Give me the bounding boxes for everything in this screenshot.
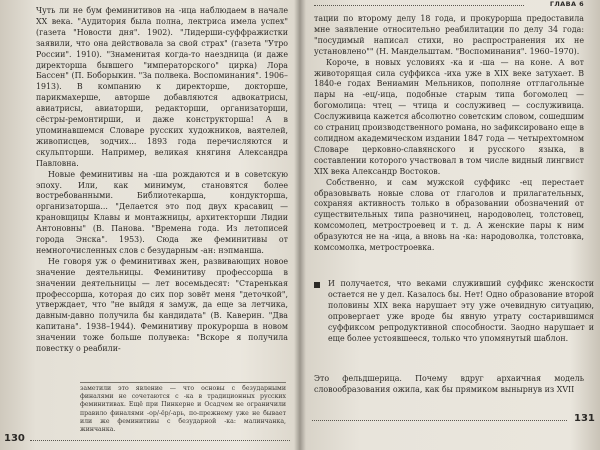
right-page <box>302 0 600 450</box>
chapter-label: ГЛАВА 6 <box>549 0 584 8</box>
paragraph: И получается, что веками служивший суффикс женскости остается не у дел. Казалось бы. Нет! Одно образование второй половины XIX века нарушает эту уже очевидную ситуацию, опровергает уже вроде бы явную утрату состарившимся суффиксом репродуктивной способности. Заодно нарушает и еще более устоявшееся, только что упомянутый шаблон. <box>328 279 594 343</box>
header-dotted-rule <box>314 5 524 6</box>
square-bullet-icon <box>314 282 320 288</box>
page-number: 131 <box>574 413 595 424</box>
paragraph: Чуть ли не бум феминитивов на -ица наблюдаем в начале XX века. "Аудитория была полна, лектриса имела успех" (газета "Новости дня". 1902). "Лидерши-суффражистки заявили, что она действовала за свой страх" (газета "Утро России". 1910). "Знаменитая когда-то наездница (и даже директорша бывшего "императорского" цирка) Лора Бассен" (П. Боборыкин. "За полвека. Воспоминания". 1906–1913). В компанию к директорше, докторше, парикмахерше, авторше добавляются адвокатрисы, авиатрисы, авиаторши, редакторши, организаторши, сёстры-ремонтирши, и даже конструкторша! А в упоминавшемся Словаре русских художников, ваятелей, живописцев, зодчих... 1893 года перечисляются и скульпторши. Например, великая княгиня Александра Павловна. <box>36 6 288 168</box>
page-number: 130 <box>4 433 25 444</box>
paragraph: Не говоря уж о феминитивах жен, развивающих новое значение деятельницы. Феминитиву профессорша в значении деятельницы — лет восемьдесят: "Старенькая профессорша, которая до сих пор зовёт меня "деточкой", утверждает, что "не выйдя я замуж, да еще за летчика, давным-давно получила бы кандидата" (В. Каверин. "Два капитана". 1938–1944). Феминитиву прокурорша в новом значении тоже больше полувека: "Вскоре я получила повестку о реабили- <box>36 256 288 354</box>
footer-dotted-rule <box>30 440 290 441</box>
running-header <box>314 0 584 12</box>
highlight-text <box>328 279 594 344</box>
left-page <box>0 0 298 450</box>
paragraph: тации по второму делу 18 года, и прокурорша предоставила мне заявление относительно реабилитации по делу 34 года: "посудимый написал стихи, но распространения их не установлено"" (Н. Мандельштам. "Воспоминания". 1960–1970). <box>314 14 584 56</box>
footnote-text: заметили это явление — что основы с безударными финалями не сочетаются с -ка в традиционных русских феминитивах. Ещё при Пинкерне и Осадчем не ограничили правило финалями -ор/-ёр/-арь, по-прежнему уже не бывает или же феминитивы с безударной -ка: малинчанка, жинчанка. <box>80 385 286 434</box>
closing-paragraph <box>314 374 584 396</box>
footnote <box>80 382 286 434</box>
right-page-text <box>314 14 584 254</box>
paragraph: Это фельдшерица. Почему вдруг архаичная модель словообразования ожила, как бы прямиком вынырнув из XVII <box>314 374 584 394</box>
footer-dotted-rule <box>312 420 567 421</box>
left-page-text <box>36 6 288 355</box>
paragraph: Новые феминитивы на -ша рождаются и в советскую эпоху. Или, как минимум, становятся более востребованными. Библиотекарша, кондукторша, организаторша... "Делается это под двух красавиц — крановщицы Клавы и монтажницы, архитекторши Лидии Антоновны" (В. Панова. "Времена года. Из летописей города Энска". 1953). Сюда же феминитивы от немногочисленных слов с безударным -ан: нэпманша. <box>36 169 288 255</box>
paragraph: Собственно, и сам мужской суффикс -ец перестает образовывать новые слова от глаголов и прилагательных, сохраняя активность только в образовании обозначений от существительных типа разночинец, народоволец, толстовец, комсомолец, метростроевец и т. д. А женские пары к ним образуются не на -ица, а вновь на -ка: народоволка, толстовка, комсомолка, метростроевка. <box>314 177 584 253</box>
paragraph: Короче, в новых условиях -ка и -ша — на коне. А вот животорящая сила суффикса -иха уже в XIX веке затухает. В 1840-е годах Вениамин Мельников, пополняе отглагольные пары на -ец/-ица, подобные старым типа богомолец — богомолица: чтец — чтица и сослуживец — сослуживица. Сослуживица кажется абсолютно советским словом, сошедшим со страниц производственного романа, но зафиксировано еще в солидном академическом издании 1847 года — четырехтомном Словаре церковно-славянского и русского языка, в составлении которого участвовал в том числе видный лингвист XIX века Александр Востоков. <box>314 57 584 176</box>
